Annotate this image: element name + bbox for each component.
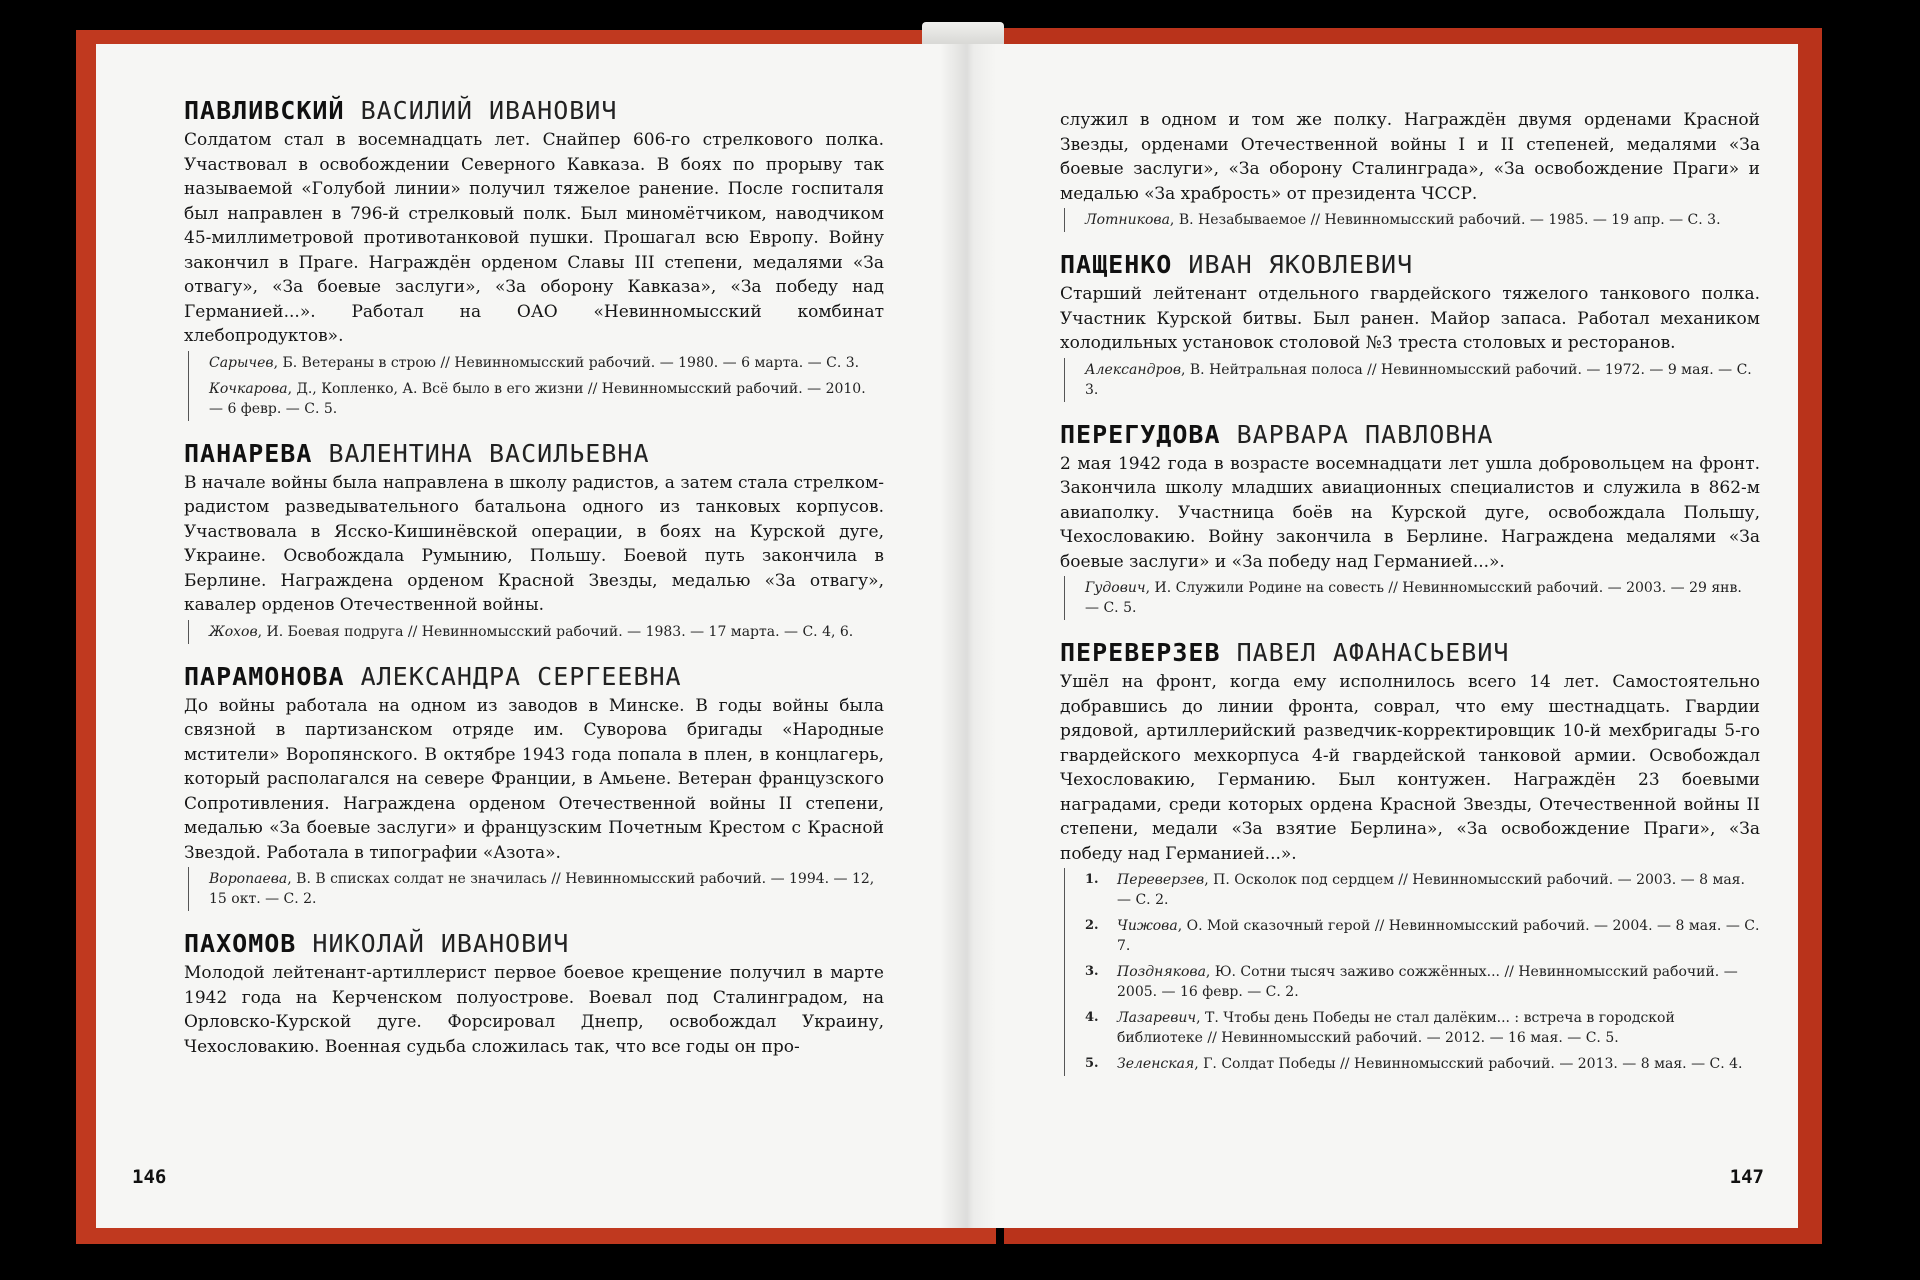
entry-heading bbox=[1060, 420, 1760, 450]
entry-surname: ПАНАРЕВА bbox=[184, 438, 313, 468]
entry-text: Солдатом стал в восемнадцать лет. Снайпер 606-го стрелкового полка. Участвовал в освобождении Северного Кавказа. В боях по прорыву так называемой «Голубой линии» получил тяжелое ранение. После госпиталя был направлен в 796-й стрелковый полк. Был миномётчиком, наводчиком 45-миллиметровой противотанковой пушки. Прошагал всю Европу. Войну закончил в Праге. Награждён орденом Славы III степени, медалями «За отвагу», «За боевые заслуги», «За оборону Кавказа», «За победу над Германией...». Работал на ОАО «Невинномысский комбинат хлебопродуктов». bbox=[184, 130, 884, 346]
reference-item bbox=[1085, 1008, 1760, 1048]
right-page-column bbox=[1060, 108, 1760, 1094]
entry-surname: ПАХОМОВ bbox=[184, 929, 297, 958]
entry-surname: ПАРАМОНОВА bbox=[184, 661, 345, 691]
reference-number: 2. bbox=[1085, 918, 1099, 933]
reference-author: Гудович bbox=[1085, 580, 1146, 596]
entry-references bbox=[1064, 208, 1760, 232]
right-page bbox=[968, 44, 1798, 1228]
reference-number: 3. bbox=[1085, 964, 1099, 979]
entry-references bbox=[1064, 576, 1760, 620]
page-number-left: 146 bbox=[132, 1166, 167, 1188]
entry-heading bbox=[184, 96, 884, 126]
reference-item bbox=[1085, 578, 1760, 618]
reference-author: Позднякова bbox=[1117, 964, 1206, 980]
reference-text: , Б. Ветераны в строю // Невинномысский рабочий. — 1980. — 6 марта. — С. 3. bbox=[273, 354, 860, 371]
entry-given-names: НИКОЛАЙ ИВАНОВИЧ bbox=[312, 929, 570, 958]
reference-text: , В. Нейтральная полоса // Невинномысский рабочий. — 1972. — 9 мая. — С. 3. bbox=[1085, 361, 1752, 398]
entry-references bbox=[188, 620, 884, 644]
entry-text: Старший лейтенант отдельного гвардейского тяжелого танкового полка. Участник Курской битвы. Был ранен. Майор запаса. Работал механиком холодильных установок столовой №3 треста столовых и ресторанов. bbox=[1060, 284, 1760, 353]
entry-surname: ПАВЛИВСКИЙ bbox=[184, 96, 345, 125]
reference-text: , И. Боевая подруга // Невинномысский рабочий. — 1983. — 17 марта. — С. 4, 6. bbox=[257, 623, 854, 640]
reference-text: , О. Мой сказочный герой // Невинномысский рабочий. — 2004. — 8 мая. — С. 7. bbox=[1117, 918, 1760, 954]
reference-author: Переверзев bbox=[1117, 872, 1205, 888]
entry-peregudova bbox=[1060, 420, 1760, 621]
entry-heading bbox=[1060, 250, 1760, 280]
reference-item bbox=[209, 353, 884, 373]
reference-item bbox=[1085, 916, 1760, 956]
reference-author: Зеленская bbox=[1117, 1056, 1195, 1072]
entry-references bbox=[1064, 868, 1760, 1076]
reference-item bbox=[209, 869, 884, 909]
entry-surname: ПЕРЕВЕРЗЕВ bbox=[1060, 638, 1221, 667]
entry-surname: ПЕРЕГУДОВА bbox=[1060, 419, 1221, 449]
reference-item bbox=[209, 379, 884, 419]
entry-pereverzev bbox=[1060, 638, 1760, 1076]
reference-author: Лотникова bbox=[1085, 212, 1170, 228]
reference-number: 5. bbox=[1085, 1056, 1099, 1071]
reference-text: , Д., Копленко, А. Всё было в его жизни // Невинномысский рабочий. — 2010. — 6 февр. — С. 5. bbox=[209, 380, 866, 417]
reference-author: Александров bbox=[1085, 361, 1181, 378]
reference-text: , Ю. Сотни тысяч заживо сожжённых... // Невинномысский рабочий. — 2005. — 16 февр. — С. 2. bbox=[1117, 964, 1738, 1000]
reference-text: , В. Незабываемое // Невинномысский рабочий. — 1985. — 19 апр. — С. 3. bbox=[1169, 212, 1721, 228]
entry-pashchenko bbox=[1060, 250, 1760, 402]
reference-item bbox=[1085, 1054, 1760, 1074]
reference-author: Лазаревич bbox=[1117, 1010, 1197, 1026]
reference-text: , Г. Солдат Победы // Невинномысский рабочий. — 2013. — 8 мая. — С. 4. bbox=[1194, 1056, 1743, 1072]
reference-item bbox=[209, 622, 884, 642]
entry-pakhomov-continued bbox=[1060, 108, 1760, 232]
entry-surname: ПАЩЕНКО bbox=[1060, 250, 1173, 279]
entry-given-names: ВАЛЕНТИНА ВАСИЛЬЕВНА bbox=[328, 438, 650, 468]
page-number-right: 147 bbox=[1729, 1166, 1764, 1188]
entry-heading bbox=[1060, 638, 1760, 668]
reference-text: , В. В списках солдат не значилась // Невинномысский рабочий. — 1994. — 12, 15 окт. — С. 2. bbox=[209, 871, 875, 907]
entry-text: До войны работала на одном из заводов в Минске. В годы войны была связной в партизанском отряде им. Суворова бригады «Народные мстители» Воропянского. В октябре 1943 года попала в плен, в концлагерь, который располагался на севере Франции, в Амьене. Ветеран французского Сопротивления. Награждена орденом Отечественной войны II степени, медалью «За боевые заслуги» и французским Почетным Крестом с Красной Звездой. Работала в типографии «Азота». bbox=[184, 695, 884, 863]
entry-pakhomov bbox=[184, 929, 884, 1059]
entry-given-names: ПАВЕЛ АФАНАСЬЕВИЧ bbox=[1236, 638, 1510, 667]
entry-references bbox=[188, 867, 884, 911]
entry-given-names: ИВАН ЯКОВЛЕВИЧ bbox=[1188, 250, 1414, 279]
entry-text: Молодой лейтенант-артиллерист первое боевое крещение получил в марте 1942 года на Керченском полуострове. Воевал под Сталинградом, на Орловско-Курской дуге. Форсировал Днепр, освобождал Украину, Чехословакию. Военная судьба сложилась так, что все годы он про- bbox=[184, 963, 884, 1057]
reference-number: 4. bbox=[1085, 1010, 1099, 1025]
entry-references bbox=[1064, 358, 1760, 402]
entry-text: 2 мая 1942 года в возрасте восемнадцати лет ушла добровольцем на фронт. Закончила школу младших авиационных специалистов и служила в 862-м авиаполку. Участница боёв на Курской дуге, освобождала Польшу, Чехословакию. Войну закончила в Берлине. Награждена медалями «За боевые заслуги» и «За победу над Германией...». bbox=[1060, 453, 1760, 572]
reference-text: , Т. Чтобы день Победы не стал далёким... : встреча в городской библиотеке // Невинномысский рабочий. — 2012. — 16 мая. — С. 5. bbox=[1117, 1010, 1675, 1046]
entry-text: Ушёл на фронт, когда ему исполнилось всего 14 лет. Самостоятельно добравшись до линии фронта, соврал, что ему шестнадцать. Гвардии рядовой, артиллерийский разведчик-корректировщик 10-й мехбригады 5-го гвардейского мехкорпуса 4-й гвардейской танковой армии. Освобождал Чехословакию, Германию. Был контужен. Награждён 23 боевыми наградами, среди которых ордена Красной Звезды, Отечественной войны II степени, медали «За взятие Берлина», «За освобождение Праги», «За победу над Германией...». bbox=[1060, 672, 1760, 864]
reference-text: , П. Осколок под сердцем // Невинномысский рабочий. — 2003. — 8 мая. — С. 2. bbox=[1117, 872, 1745, 908]
entry-text: В начале войны была направлена в школу радистов, а затем стала стрелком-радистом разведывательного батальона одного из танковых корпусов. Участвовала в Ясско-Кишинёвской операции, в боях на Курской дуге, Украине. Освобождала Румынию, Польшу. Боевой путь закончила в Берлине. Награждена орденом Красной Звезды, медалью «За отвагу», кавалер орденов Отечественной войны. bbox=[184, 472, 884, 615]
reference-item bbox=[1085, 360, 1760, 400]
entry-given-names: ВАРВАРА ПАВЛОВНА bbox=[1236, 419, 1494, 449]
reference-author: Жохов bbox=[209, 623, 258, 640]
entry-text: служил в одном и том же полку. Награждён двумя орденами Красной Звезды, орденами Отечественной войны I и II степеней, медалями «За боевые заслуги», «За оборону Сталинграда», «За освобождение Праги» и медалью «За храбрость» от президента ЧССР. bbox=[1060, 110, 1760, 204]
entry-panareva bbox=[184, 439, 884, 644]
entry-given-names: ВАСИЛИЙ ИВАНОВИЧ bbox=[360, 96, 618, 125]
reference-item bbox=[1085, 962, 1760, 1002]
reference-number: 1. bbox=[1085, 872, 1099, 887]
reference-author: Чижова bbox=[1117, 918, 1178, 934]
left-page bbox=[96, 44, 969, 1228]
entry-paramonova bbox=[184, 662, 884, 912]
entry-references bbox=[188, 351, 884, 421]
reference-author: Воропаева bbox=[209, 871, 288, 887]
reference-item bbox=[1085, 870, 1760, 910]
reference-author: Кочкарова bbox=[209, 380, 288, 397]
entry-pavlivsky bbox=[184, 96, 884, 421]
entry-given-names: АЛЕКСАНДРА СЕРГЕЕВНА bbox=[360, 661, 682, 691]
entry-heading bbox=[184, 929, 884, 959]
entry-heading bbox=[184, 662, 884, 692]
reference-item bbox=[1085, 210, 1760, 230]
reference-author: Сарычев bbox=[209, 354, 274, 371]
entry-heading bbox=[184, 439, 884, 469]
reference-text: , И. Служили Родине на совесть // Невинномысский рабочий. — 2003. — 29 янв. — С. 5. bbox=[1085, 580, 1742, 616]
left-page-column bbox=[184, 96, 884, 1077]
